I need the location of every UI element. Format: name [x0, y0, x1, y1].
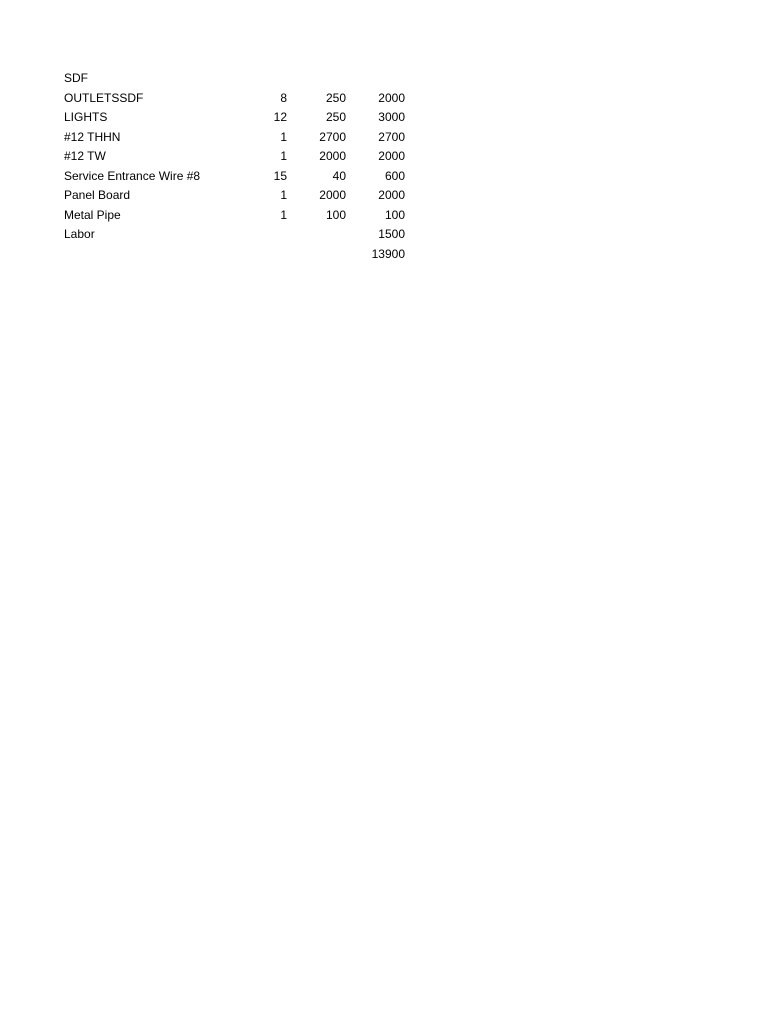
line-total-cell: 2000 — [378, 149, 405, 163]
unit-price-cell: 250 — [325, 110, 346, 124]
unit-price-cell: 100 — [325, 207, 346, 222]
quantity-cell: 12 — [273, 110, 287, 124]
quantity-cell: 1 — [280, 188, 287, 202]
quantity-cell: 1 — [280, 149, 287, 163]
table-row — [64, 89, 424, 109]
table-row — [64, 147, 424, 167]
line-total-cell: 100 — [384, 207, 405, 222]
grand-total-row — [64, 245, 424, 265]
item-label: Metal Pipe — [64, 207, 121, 222]
quantity-cell: 15 — [273, 168, 287, 183]
item-label: OUTLETSSDF — [64, 90, 144, 105]
table-row — [64, 69, 424, 89]
line-total-cell: 600 — [384, 168, 405, 183]
line-total-cell: 2000 — [378, 188, 405, 202]
item-label: SDF — [64, 71, 88, 85]
item-label: LIGHTS — [64, 110, 108, 124]
line-total-cell: 3000 — [378, 110, 405, 124]
unit-price-cell: 2700 — [319, 129, 346, 144]
quantity-cell: 1 — [280, 207, 287, 222]
item-label: #12 THHN — [64, 129, 121, 144]
line-total-cell: 2700 — [378, 129, 405, 144]
quantity-cell: 8 — [280, 90, 287, 105]
item-label: Panel Board — [64, 188, 131, 202]
table-row — [64, 186, 424, 206]
unit-price-cell: 2000 — [319, 149, 346, 163]
grand-total-cell: 13900 — [371, 246, 405, 261]
table-row — [64, 128, 424, 148]
line-total-cell: 1500 — [378, 227, 405, 241]
quantity-cell: 1 — [280, 129, 287, 144]
table-row — [64, 206, 424, 226]
table-row — [64, 225, 424, 245]
table-row — [64, 167, 424, 187]
unit-price-cell: 250 — [325, 90, 346, 105]
cost-estimate-table — [64, 69, 424, 264]
item-label: #12 TW — [64, 149, 106, 163]
item-label: Labor — [64, 227, 95, 241]
item-label: Service Entrance Wire #8 — [64, 168, 201, 183]
unit-price-cell: 2000 — [319, 188, 346, 202]
table-row — [64, 108, 424, 128]
unit-price-cell: 40 — [332, 168, 346, 183]
line-total-cell: 2000 — [378, 90, 405, 105]
